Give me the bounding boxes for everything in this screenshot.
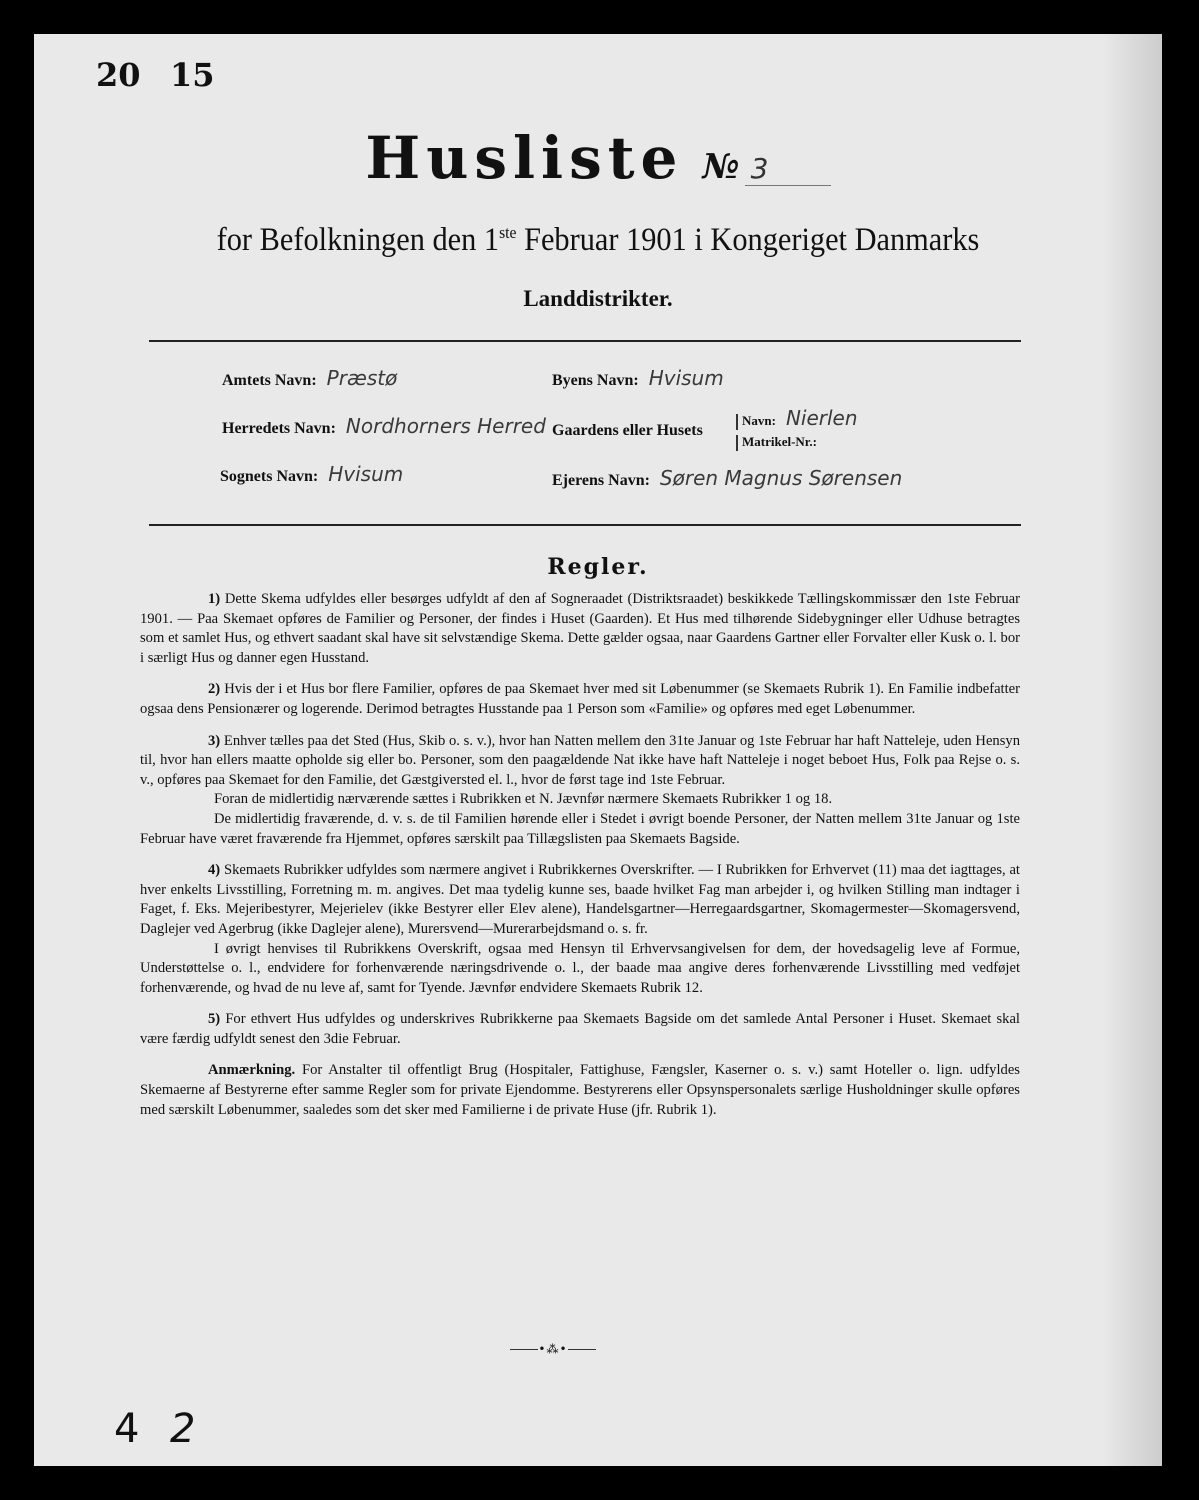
title-row [34,124,1162,192]
gaard-navn-label: Navn: [742,413,776,428]
number-sign: № [702,147,740,187]
rule-3-text: Enhver tælles paa det Sted (Hus, Skib o. s. v.), hvor han Natten mellem den 31te Januar og 1ste Februar har haft Natteleje, uden Hensyn til, hvor han ellers maatte opholde sig eller bo. Personer, som den paagældende Nat ikke have haft Natteleje i noget beboet Hus, Folk paa Rejse o. s. v., opføres paa Skemaet for den Familie, det Gæstgiversted el. l., hvor de først tage ind 1ste Februar. [140,732,1020,788]
field-byens [552,366,724,390]
gaard-matrikel-label: Matrikel-Nr.: [742,434,817,449]
page-title: Husliste [365,124,684,192]
byens-label: Byens Navn: [552,372,639,389]
field-herred [222,414,546,438]
ejer-value: Søren Magnus Sørensen [659,466,903,490]
rule-1-number: 1) [208,591,221,607]
bottom-number-right: 2 [170,1406,196,1452]
herred-value: Nordhorners Herred [345,414,546,438]
gaard-navn [736,406,858,430]
ejer-label: Ejerens Navn: [552,472,650,489]
divider-bottom [149,524,1021,526]
sogn-label: Sognets Navn: [220,468,319,485]
note [140,1061,1020,1120]
field-ejer [552,466,902,490]
subtitle-pre: for Befolkningen den 1 [216,222,500,258]
field-sogn [220,462,403,486]
gaard-navn-value: Nierlen [785,406,858,430]
herred-label: Herredets Navn: [222,420,336,437]
rule-3-cont-2: De midlertidig fraværende, d. v. s. de til Familien hørende eller i Stedet i øvrigt boende Personer, der Natten mellem 31te Januar og 1ste Februar have været fraværende fra Hjemmet, opføres særskilt paa Tillægslisten paa Skemaets Bagside. [140,810,1020,847]
rule-2 [140,680,1020,719]
ornament [498,1342,608,1356]
rule-3-cont-1: Foran de midlertidig nærværende sættes i Rubrikken et N. Jævnfør nærmere Skemaets Rubrikker 1 og 18. [214,791,833,808]
amt-label: Amtets Navn: [222,372,317,389]
bottom-number-left: 4 [114,1406,140,1452]
amt-value: Præstø [326,366,398,390]
rule-4-number: 4) [208,862,221,879]
rule-5-text: For ethvert Hus udfyldes og underskrives Rubrikkerne paa Skemaets Bagside om det samlede Antal Personer i Huset. Skemaet skal være færdig udfyldt senest den 3die Februar. [140,1011,1020,1047]
rule-4-cont: I øvrigt henvises til Rubrikkens Overskrift, ogsaa med Hensyn til Erhvervsangivelsen for dem, der hovedsagelig leve af Formue, Understøttelse o. l., endvidere for forhenværende næringsdrivende o. l., der baade maa angive deres forhenværende Livsstilling med vedføjet forhenværende, og hvad de nu leve af, samt for Tyende. Jævnfør endvidere Skemaets Rubrik 12. [140,940,1020,996]
rules-body [140,590,1020,1132]
rule-5 [140,1010,1020,1049]
rule-5-number: 5) [208,1011,221,1028]
field-gaard [552,422,703,440]
byens-value: Hvisum [648,366,724,390]
rule-1 [140,590,1020,668]
note-label: Anmærkning. [208,1062,296,1079]
subtitle-sup: ste [499,223,517,242]
rule-4-text: Skemaets Rubrikker udfyldes som nærmere angivet i Rubrikkernes Overskrifter. — I Rubrikken for Erhvervet (11) maa det iagttages, at hver enkelts Livsstilling, Forretning m. m. angives. Det maa tydelig kunne ses, baade hvilket Fag man arbejder i, og hvilken Stilling man indtager i Faget, f. Eks. Mejeribestyrer, Mejerielev (ikke Bestyrer eller Elev alene), Handelsgartner—Herregaardsgartner, Skomagermester—Skomagersvend, Daglejer ved Agerbrug (ikke Daglejer alene), Murersvend—Murerarbejdsmand o. s. fr. [140,862,1020,937]
rule-1-text: Dette Skema udfyldes eller besørges udfyldt af den af Sogneraadet (Distriktsraadet) beskikkede Tællingskommissær den 1ste Februar 1901. — Paa Skemaet opføres de Familier og Personer, der findes i Huset (Gaarden). Et Hus med tilhørende Sidebygninger eller Udhuse betragtes som et samlet Hus, og ethvert saadant skal have sit selvstændige Skema. Dette gælder ogsaa, naar Gaardens Gartner eller Forvalter eller Kusk o. l. bor i særligt Hus og danner egen Husstand. [140,591,1020,666]
rule-2-text: Hvis der i et Hus bor flere Familier, opføres de paa Skemaet hver med sit Løbenummer (se Skemaets Rubrik 1). En Familie indbefatter ogsaa dens Pensionærer og logerende. Derimod betragtes Husstande paa 1 Person som «Familie» og opføres med eget Løbenummer. [140,681,1020,717]
district-heading: Landdistrikter. [523,286,673,311]
rule-4 [140,861,1020,939]
divider-top [149,340,1021,342]
sogn-value: Hvisum [328,462,404,486]
corner-number-right: 15 [170,56,215,94]
gaard-matrikel [736,434,817,451]
corner-number-left: 20 [96,56,141,94]
note-text: For Anstalter til offentligt Brug (Hospitaler, Fattighuse, Fængsler, Kaserner o. s. v.) samt Hoteller o. lign. udfyldes Skemaerne af Bestyrerne efter samme Regler som for private Ejendomme. Bestyrerens eller Opsynspersonalets særlige Husholdninger skulle opføres med særskilt Løbenummer, saaledes som det sker med Familierne i de private Huse (jfr. Rubrik 1). [140,1062,1020,1118]
list-number-value: 3 [745,152,831,186]
census-form-page [34,34,1162,1466]
subtitle [79,222,1117,259]
rule-3-number: 3) [208,732,221,749]
subtitle-post: Februar 1901 i Kongeriget Danmarks [516,222,980,258]
gaard-label: Gaardens eller Husets [552,422,703,439]
rule-3 [140,732,1020,791]
rule-2-number: 2) [208,681,221,698]
ornament-glyph: •⁂• [538,1342,568,1356]
rules-heading: Regler. [547,554,649,580]
field-amt [222,366,397,390]
